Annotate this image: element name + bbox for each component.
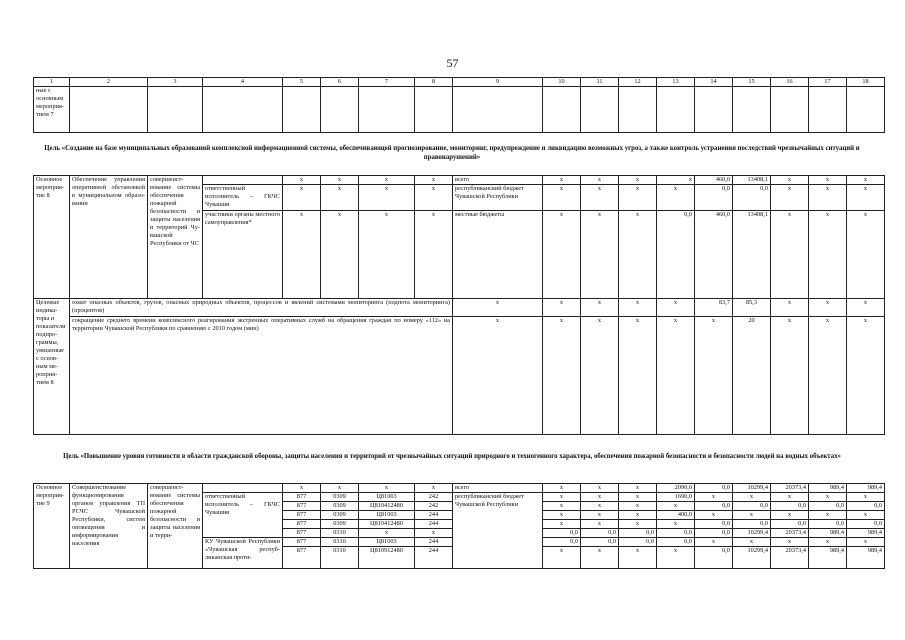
goal-heading-2: Цель «Повышение уровня готовности в области гражданской обороны, защиты населения и территорий от чрезвычайных ситуаций природного и техногенного характера, обеспечения пожарной безопасности и безопасности людей на водных объектах» [63,453,841,460]
cell: x [543,511,581,520]
cell: x [581,484,619,493]
col-number: 9 [453,78,543,87]
cell: x [619,547,657,569]
cell: x [453,317,543,435]
page-number: 57 [446,56,459,70]
cell: x [453,299,543,317]
cell: 0,0 [657,529,695,538]
executor [203,484,283,493]
cell: x [581,520,619,529]
cell: 877 [283,529,321,538]
cell: 0,0 [733,520,771,529]
executor: ответственный исполнитель – ГКЧС Чувашии [203,493,283,538]
col-number: 5 [283,78,321,87]
col-number: 6 [321,78,359,87]
cell: 877 [283,493,321,502]
cell: 0,0 [695,520,733,529]
cell: 877 [283,538,321,547]
cell: x [619,484,657,493]
cell: x [657,185,695,211]
cell: x [619,493,657,502]
cell: 0,0 [695,484,733,493]
cell: x [771,299,809,317]
cell: x [415,484,453,493]
cell: x [733,493,771,502]
cell: Ц81003 [359,538,415,547]
cell: 13408,1 [733,211,771,299]
cell: 0309 [321,520,359,529]
col-number: 8 [415,78,453,87]
cell: 877 [283,520,321,529]
cell: 0,0 [847,520,885,529]
cell: x [657,520,695,529]
cell: 244 [415,547,453,569]
cell: x [847,299,885,317]
col-number: 4 [203,78,283,87]
cell: x [415,176,453,185]
cell: 0,0 [581,529,619,538]
cell: 0,0 [771,502,809,511]
cell: x [283,185,321,211]
cell: 0,0 [619,538,657,547]
cell: x [619,520,657,529]
cell: x [619,511,657,520]
cell: x [581,211,619,299]
cell: 85,3 [733,299,771,317]
cell: 400,0 [657,511,695,520]
cell: 989,4 [809,547,847,569]
cell: x [771,317,809,435]
goal-heading-1: Цель «Создание на базе муниципальных образований комплексной информационной системы, обеспечивающей прогнозирование, мониторинг, предупреждение и ликвидацию возможных угроз, а также контроль устранения последствий чрезвычайных ситуаций и правонарушений» [44,145,860,161]
col-number: 7 [359,78,415,87]
cell: x [581,317,619,435]
executor [203,176,283,185]
cell: 0310 [321,547,359,569]
cell: 2090,0 [657,484,695,493]
cell: 20373,4 [771,529,809,538]
program-table-top [33,77,885,133]
cell: x [283,211,321,299]
cell: x [359,176,415,185]
cell: x [619,317,657,435]
executor: участники органы местного самоуправления* [203,211,283,299]
cell: x [283,176,321,185]
cell: 10299,4 [733,484,771,493]
executor: КУ Чувашской Республики «Чувашская республиканская проти- [203,538,283,569]
cell: 10299,4 [733,547,771,569]
cell: x [657,176,695,185]
cell: x [581,299,619,317]
col-number: 16 [771,78,809,87]
table-row [34,176,885,185]
cell: x [657,317,695,435]
cell: x [733,511,771,520]
cell: 877 [283,511,321,520]
measure-goal: совершенствование системы обеспечения пожарной безопасности и защиты населения и терри- [148,484,203,569]
cell: x [809,299,847,317]
col-number: 14 [695,78,733,87]
cell: Ц810912480 [359,547,415,569]
cell: x [657,502,695,511]
cell: 1690,0 [657,493,695,502]
cell: x [581,176,619,185]
cell: x [771,176,809,185]
cell: x [847,493,885,502]
cell: x [695,493,733,502]
cell: 20373,4 [771,547,809,569]
cell: 20 [733,317,771,435]
cell: x [695,538,733,547]
cell: 0310 [321,538,359,547]
cell: x [619,211,657,299]
cell: x [543,317,581,435]
continuation-row [34,87,885,133]
column-number-row [34,78,885,87]
executor: ответственный исполнитель – ГКЧС Чувашии [203,185,283,211]
cell: x [809,317,847,435]
cell: 0,0 [809,502,847,511]
funding-source: местные бюджеты [453,211,543,299]
cell: x [543,547,581,569]
cell: x [581,185,619,211]
funding-source: всего [453,176,543,185]
col-number: 10 [543,78,581,87]
cell: 0,0 [543,529,581,538]
col-number: 2 [70,78,148,87]
cell: x [543,520,581,529]
measure-goal: совершенствование системы обеспечения пожарной безопасности и защиты населения и территорий Чувашской Республики от ЧС [148,176,203,299]
funding-source: республиканский бюджет Чувашской Республики [453,185,543,211]
indicator-text: охват опасных объектов, грузов, опасных природных объектов, процессов и явлений системами мониторинга (подпота мониторинга) (процентов) [70,299,453,317]
cell: Ц81003 [359,511,415,520]
cell: 0,0 [733,502,771,511]
cell: 0309 [321,493,359,502]
cell: x [619,176,657,185]
cell: x [543,493,581,502]
funding-source: всего [453,484,543,493]
cell: 0310 [321,529,359,538]
cell: x [809,185,847,211]
cell: x [543,484,581,493]
cell: 0,0 [581,538,619,547]
program-table-measure-8 [33,175,885,435]
cell: 244 [415,538,453,547]
cell: 0,0 [847,502,885,511]
continuation-label: ные с основным мероприятием 7 [34,87,70,133]
cell: x [809,211,847,299]
cell: x [809,176,847,185]
cell: 244 [415,511,453,520]
cell: x [543,211,581,299]
cell: x [359,484,415,493]
cell: Ц810412480 [359,520,415,529]
table-row [34,484,885,493]
cell: 989,4 [847,529,885,538]
cell: x [321,176,359,185]
cell: 460,0 [695,211,733,299]
cell: Ц81003 [359,493,415,502]
measure-label: Основное мероприятие 9 [34,484,70,569]
cell: x [847,317,885,435]
measure-name: Обеспечение управления оперативной обстановкой в муниципальном образовании [70,176,148,299]
cell: x [771,211,809,299]
cell: x [771,511,809,520]
cell: 0,0 [657,538,695,547]
cell: x [321,211,359,299]
cell: x [847,185,885,211]
cell: 989,4 [809,484,847,493]
cell: x [695,511,733,520]
cell: 460,0 [695,176,733,185]
cell: 989,4 [847,547,885,569]
funding-source: республиканский бюджет Чувашской Республики [453,493,543,569]
col-number: 12 [619,78,657,87]
cell: x [619,502,657,511]
cell: x [415,211,453,299]
cell: x [619,185,657,211]
cell: x [415,185,453,211]
measure-name: Совершенствование функционирования органов управления ТП РСЧС Чувашской Республики, систем оповещения и информирования населения [70,484,148,569]
measure-label: Основное мероприятие 8 [34,176,70,299]
cell: 989,4 [847,484,885,493]
cell: Ц810412480 [359,502,415,511]
cell: x [771,538,809,547]
cell: x [657,299,695,317]
cell: x [847,538,885,547]
cell: x [695,317,733,435]
cell: x [847,511,885,520]
indicator-text: сокращение среднего времени комплексного реагирования экстренных оперативных служб на обращения граждан по номеру «112» на территории Чувашской Республики по сравнению с 2010 годом (мин) [70,317,453,435]
cell: 0,0 [809,520,847,529]
cell: x [581,547,619,569]
cell: 0,0 [695,529,733,538]
cell: x [581,502,619,511]
cell: x [321,185,359,211]
cell: x [543,502,581,511]
cell: 0,0 [695,547,733,569]
cell: 83,7 [695,299,733,317]
cell: x [581,493,619,502]
cell: x [771,493,809,502]
cell: 0,0 [543,538,581,547]
cell: 0,0 [695,185,733,211]
cell: x [359,529,415,538]
table-row [34,299,885,317]
col-number: 11 [581,78,619,87]
cell: x [733,538,771,547]
program-table-measure-9 [33,483,885,569]
cell: x [321,484,359,493]
cell: x [415,529,453,538]
cell: 10299,4 [733,529,771,538]
cell: 989,4 [809,529,847,538]
targets-label: Целевые индикаторы и показатели подпрограммы, увязанные с основным мероприятием 8 [34,299,70,435]
cell: 0,0 [771,520,809,529]
cell: x [619,299,657,317]
cell: x [809,511,847,520]
cell: x [771,185,809,211]
cell: x [657,547,695,569]
cell: 20373,4 [771,484,809,493]
table-row [34,317,885,435]
cell: 0,0 [657,211,695,299]
cell: 244 [415,520,453,529]
cell: 877 [283,502,321,511]
cell: 13408,1 [733,176,771,185]
cell: 877 [283,547,321,569]
cell: x [543,176,581,185]
col-number: 3 [148,78,203,87]
cell: 0,0 [695,502,733,511]
cell: x [847,211,885,299]
cell: 0309 [321,502,359,511]
cell: x [581,511,619,520]
cell: x [809,493,847,502]
cell: x [543,299,581,317]
col-number: 1 [34,78,70,87]
cell: x [543,185,581,211]
cell: 242 [415,502,453,511]
cell: x [283,484,321,493]
cell: x [809,538,847,547]
cell: x [847,176,885,185]
cell: 0,0 [733,185,771,211]
cell: x [359,185,415,211]
cell: x [359,211,415,299]
cell: 242 [415,493,453,502]
col-number: 15 [733,78,771,87]
col-number: 18 [847,78,885,87]
col-number: 17 [809,78,847,87]
cell: 0,0 [619,529,657,538]
col-number: 13 [657,78,695,87]
cell: 0309 [321,511,359,520]
